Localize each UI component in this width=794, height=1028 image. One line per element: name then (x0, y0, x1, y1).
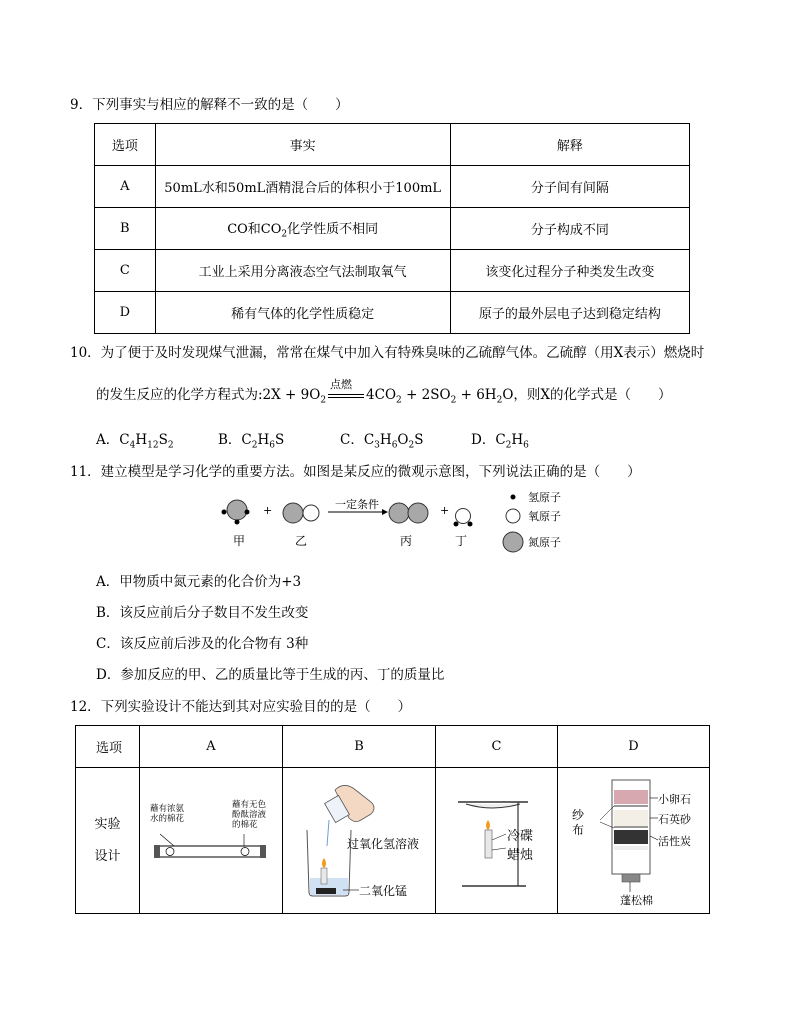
label-jia: 甲 (233, 534, 246, 548)
label-ding: 丁 (455, 534, 468, 548)
d-label-carbon: 活性炭 (658, 835, 691, 848)
legend-oxygen-icon (506, 509, 520, 523)
q9-row-d-option: D (95, 292, 156, 334)
table-row (95, 250, 690, 292)
b-label-mno2: 二氧化锰 (359, 884, 408, 898)
q12-setup-a (140, 768, 283, 914)
table-row (95, 166, 690, 208)
q10-stem-line1: 10．为了便于及时发现煤气泄漏，常常在煤气中加入有特殊臭味的乙硫醇气体。乙硫醇（用X表示）燃烧时 (70, 345, 705, 361)
q12-stem: 12．下列实验设计不能达到其对应实验目的的是（ ） (70, 699, 412, 715)
q12-setup-b (283, 768, 436, 914)
q12-row-label: 实验 设计 (76, 768, 140, 914)
legend-oxygen: 氧原子 (528, 510, 561, 523)
q11-option-c[interactable]: C．该反应前后涉及的化合物有 3种 (96, 636, 309, 652)
q9-row-a-fact: 50mL水和50mL酒精混合后的体积小于100mL (155, 166, 450, 208)
q9-row-c-option: C (95, 250, 156, 292)
candle-diagram (436, 768, 557, 913)
q12-header-a: A (140, 726, 283, 768)
q9-row-b-option: B (95, 208, 156, 250)
q9-row-d-explain: 原子的最外层电子达到稳定结构 (450, 292, 689, 334)
plus-sign: + (263, 504, 273, 517)
q12-setup-c (436, 768, 558, 914)
q12-header-option: 选项 (76, 726, 140, 768)
q10-option-c[interactable]: C．$C_3H_6O_2S$ (340, 432, 424, 451)
q9-row-d-fact: 稀有气体的化学性质稳定 (155, 292, 450, 334)
q10-option-d[interactable]: D．$C_2H_6$ (471, 432, 529, 451)
q11-option-d[interactable]: D．参加反应的甲、乙的质量比等于生成的丙、丁的质量比 (96, 667, 445, 683)
q12-header-d: D (558, 726, 710, 768)
legend-nitrogen: 氮原子 (528, 536, 561, 549)
tube-diagram (140, 768, 282, 913)
reaction-condition: 一定条件 (335, 498, 379, 511)
q9-table (94, 123, 690, 334)
table-row (95, 292, 690, 334)
q9-header-explain: 解释 (450, 124, 689, 166)
q9-row-c-explain: 该变化过程分子种类发生改变 (450, 250, 689, 292)
legend-hydrogen-icon (511, 495, 516, 500)
q12-header-c: C (436, 726, 558, 768)
a-left-label: 蘸有浓氨 水的棉花 (150, 804, 185, 824)
c-label-candle: 蜡烛 (507, 848, 534, 863)
c-label-dish: 冷碟 (507, 829, 534, 844)
table-row (95, 208, 690, 250)
d-label-gauze: 纱 布 (572, 808, 585, 837)
q9-row-b-explain: 分子构成不同 (450, 208, 689, 250)
q9-row-c-fact: 工业上采用分离液态空气法制取氧气 (155, 250, 450, 292)
d-label-sand: 石英砂 (658, 813, 691, 826)
q9-header-fact: 事实 (155, 124, 450, 166)
q11-stem: 11．建立模型是学习化学的重要方法。如图是某反应的微观示意图，下列说法正确的是（ ） (70, 464, 641, 480)
b-label-h2o2: 过氧化氢溶液 (347, 837, 420, 851)
label-yi: 乙 (295, 534, 308, 548)
q12-table (75, 725, 710, 914)
q10-option-a[interactable]: A．$C_4H_{12}S_2$ (96, 432, 174, 451)
q9-header-option: 选项 (95, 124, 156, 166)
legend-nitrogen-icon (503, 532, 523, 552)
q10-equation: 的发生反应的化学方程式为:2X + $9O_2$ 点燃 $4CO_2 + 2SO_2 + 6H_2O$，则X的化学式是（ ） (96, 377, 672, 406)
q10-option-b[interactable]: B．$C_2H_6S$ (218, 432, 285, 451)
q12-setup-d (558, 768, 710, 914)
q9-row-b-fact: CO和$CO_2$化学性质不相同 (155, 208, 450, 250)
q11-option-b[interactable]: B．该反应前后分子数目不发生改变 (96, 605, 309, 621)
arrow-head-icon (382, 509, 388, 515)
equation-arrow: 点燃 (326, 390, 366, 402)
plus-sign: + (440, 504, 450, 517)
q11-reaction-diagram (200, 488, 600, 558)
q9-row-a-option: A (95, 166, 156, 208)
molecule-bing (389, 503, 428, 523)
molecule-ding (454, 509, 473, 527)
label-bing: 丙 (400, 534, 413, 548)
q9-row-a-explain: 分子间有间隔 (450, 166, 689, 208)
q9-stem: 9．下列事实与相应的解释不一致的是（ ） (70, 97, 349, 113)
legend-hydrogen: 氢原子 (528, 491, 561, 504)
q11-option-a[interactable]: A．甲物质中氮元素的化合价为+3 (96, 574, 302, 590)
d-label-pebble: 小卵石 (658, 793, 691, 806)
molecule-yi (283, 503, 319, 523)
a-right-label: 蘸有无色 酚酞溶液 的棉花 (232, 800, 267, 830)
molecule-jia (222, 500, 250, 525)
d-label-cotton: 蓬松棉 (620, 894, 653, 907)
q12-header-b: B (283, 726, 436, 768)
